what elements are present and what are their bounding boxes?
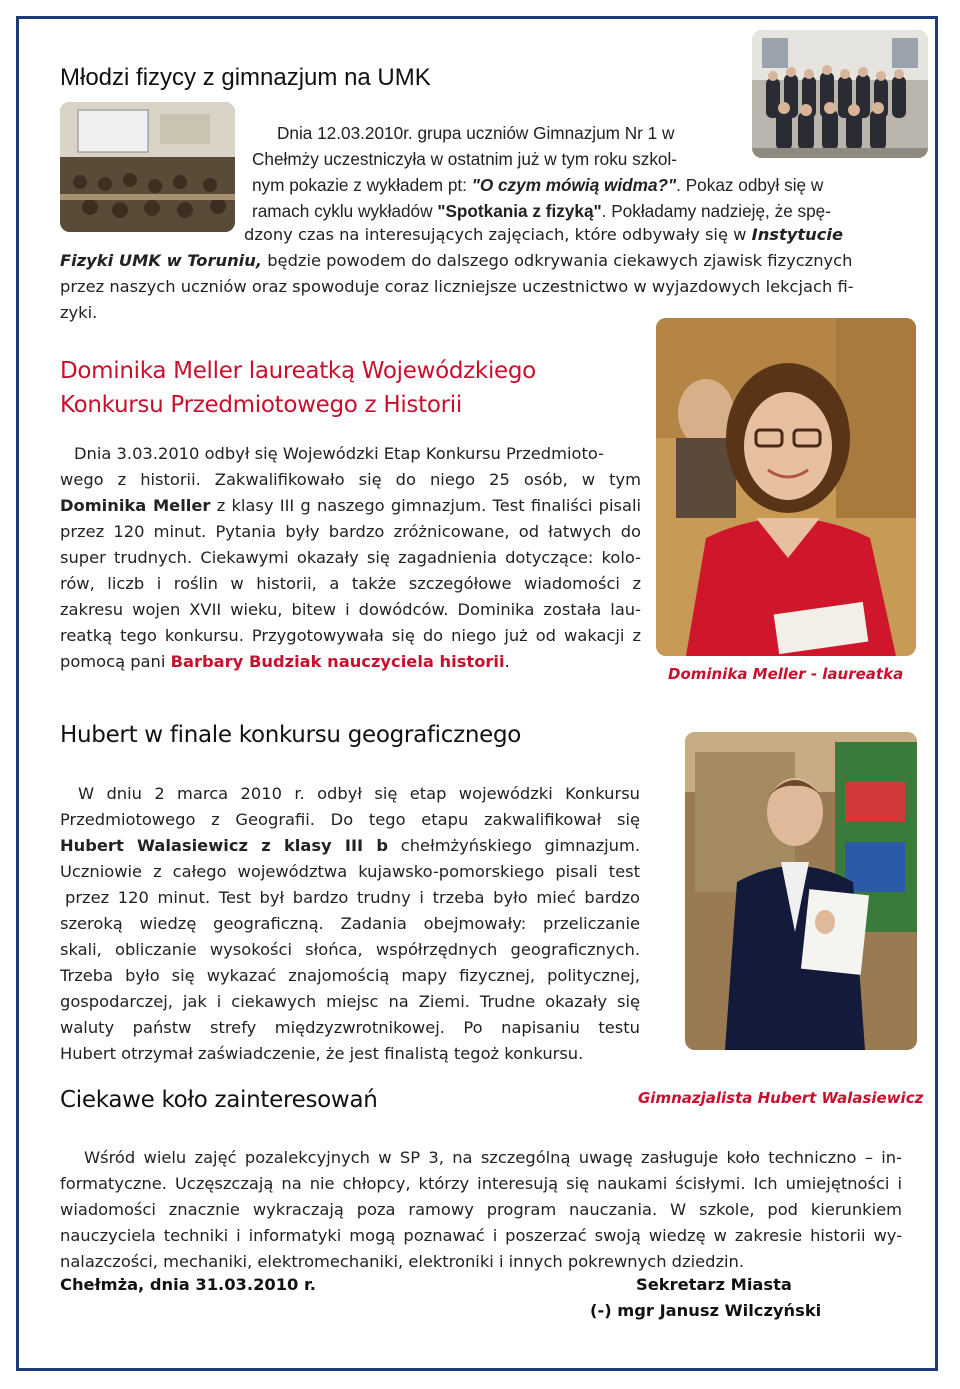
text-line: rów, liczb i roślin w historii, a także szczegółowe wiadomości z [60,574,641,593]
text-line: Wśród wielu zajęć pozalekcyjnych w SP 3, na szczególną uwagę zasługuje koło techniczno – in- [84,1148,902,1167]
signer-name: (-) mgr Janusz Wilczyński [590,1301,822,1320]
text-line [60,222,900,248]
dominika-portrait-photo [656,318,916,656]
text-span: chełmżyńskiego gimnazjum. [388,836,640,855]
student-group-photo [752,30,928,158]
text-line [60,248,900,274]
lecture-hall-photo [60,102,235,232]
text-span: z klasy III g naszego gimnazjum. Test finaliści pisali [210,496,641,515]
article-history-body [60,441,641,675]
text-line: przez 120 minut. Pytania były bardzo zróżnicowane, od łatwych do [60,522,641,541]
text-line: Uczniowie z całego województwa kujawsko-pomorskiego pisali test [60,862,640,881]
institute-name: Instytucie [751,225,844,244]
article-physics-body [60,222,900,326]
article-club-body [60,1145,902,1275]
text-span: . [504,652,510,671]
article-title-club: Ciekawe koło zainteresowań [60,1087,378,1113]
dominika-photo-caption: Dominika Meller - laureatka [668,665,904,683]
text-line [60,649,641,675]
lecture-series: "Spotkania z fizyką" [437,201,602,221]
text-span: . Pokładamy nadzieję, że spę- [601,201,831,221]
lecture-title: "O czym mówią widma?" [471,175,677,195]
text-span: nym pokazie z wykładem pt: [252,175,472,195]
text-line: nauczyciela techniki i informatyki mogą poznawać i poszerzać swoją wiedzę w zakresie historii wy- [60,1226,902,1245]
text-span: pomocą pani [60,652,171,671]
text-span: . Pokaz odbył się w [676,175,824,195]
text-span: będzie powodem do dalszego odkrywania ciekawych zjawisk fizycznych [262,251,853,270]
text-line: przez naszych uczniów oraz spowoduje coraz liczniejsze uczestnictwo w wyjazdowych lekcjach fi- [60,277,854,296]
text-line: przez 120 minut. Test był bardzo trudny i trzeba było mieć bardzo [65,888,640,907]
text-line: formatyczne. Uczęszczają na nie chłopcy, którzy interesują się naukami ścisłymi. Ich umiejętności i [60,1174,902,1193]
title-line: Konkursu Przedmiotowego z Historii [60,392,462,418]
article-title-physics: Młodzi fizycy z gimnazjum na UMK [60,64,431,91]
text-line: Dnia 3.03.2010 odbył się Wojewódzki Etap Konkursu Przedmioto- [74,444,604,463]
text-span: dzony czas na interesujących zajęciach, które odbywały się w [244,225,752,244]
text-line: reatką tego konkursu. Przygotowywała się do niego już od wakacji z [60,626,641,645]
text-line: Hubert otrzymał zaświadczenie, że jest finalistą tegoż konkursu. [60,1044,584,1063]
article-physics-line [252,172,912,198]
text-line: wiadomości znacznie wykraczają poza ramowy program nauczania. W szkole, pod kierunkiem [60,1200,902,1219]
text-line: Chełmży uczestniczyła w ostatnim już w tym roku szkol- [252,149,678,169]
text-span: ramach cyklu wykładów [252,201,438,221]
article-physics-line [252,120,747,172]
article-physics-line [252,198,912,224]
text-line: zakresu wojen XVII wieku, bitew i dowódców. Dominika została lau- [60,600,641,619]
place-and-date: Chełmża, dnia 31.03.2010 r. [60,1275,316,1294]
text-line [60,493,641,519]
article-geography-body [60,781,640,1067]
text-line: Przedmiotowego z Geografii. Do tego etapu zakwalifikował się [60,810,640,829]
text-line: wego z historii. Zakwalifikowało się do niego 25 osób, w tym [60,470,641,489]
text-line: zyki. [60,303,98,322]
article-title-history [60,354,536,422]
teacher-name: Barbary Budziak nauczyciela historii [170,652,505,671]
text-line [60,833,640,859]
text-line: Trzeba było się wykazać znajomością mapy fizycznej, politycznej, [60,966,640,985]
text-line: waluty państw strefy międzyzwrotnikowej. Po napisaniu testu [60,1018,640,1037]
student-name: Dominika Meller [60,496,211,515]
text-line: gospodarczej, jak i ciekawych miejsc na Ziemi. Trudne okazały się [60,992,640,1011]
text-line: Dnia 12.03.2010r. grupa uczniów Gimnazjum Nr 1 w [277,123,675,143]
text-line: skali, obliczanie wysokości słońca, współrzędnych geograficznych. [60,940,640,959]
text-line: super trudnych. Ciekawymi okazały się zagadnienia dotyczące: kolo- [60,548,641,567]
article-title-geography: Hubert w finale konkursu geograficznego [60,722,522,748]
text-line: szeroką wiedzę geograficzną. Zadania obejmowały: przeliczanie [60,914,640,933]
institute-name: Fizyki UMK w Toruniu, [60,251,263,270]
hubert-portrait-photo [685,732,917,1050]
text-line: W dniu 2 marca 2010 r. odbył się etap wojewódzki Konkursu [78,784,640,803]
signer-title: Sekretarz Miasta [636,1275,792,1294]
student-name: Hubert Walasiewicz z klasy III b [60,836,389,855]
text-line: nalazczości, mechaniki, elektromechaniki, elektroniki i innych pokrewnych dziedzin. [60,1252,745,1271]
title-line: Dominika Meller laureatką Wojewódzkiego [60,358,536,384]
hubert-photo-caption: Gimnazjalista Hubert Walasiewicz [638,1089,924,1107]
